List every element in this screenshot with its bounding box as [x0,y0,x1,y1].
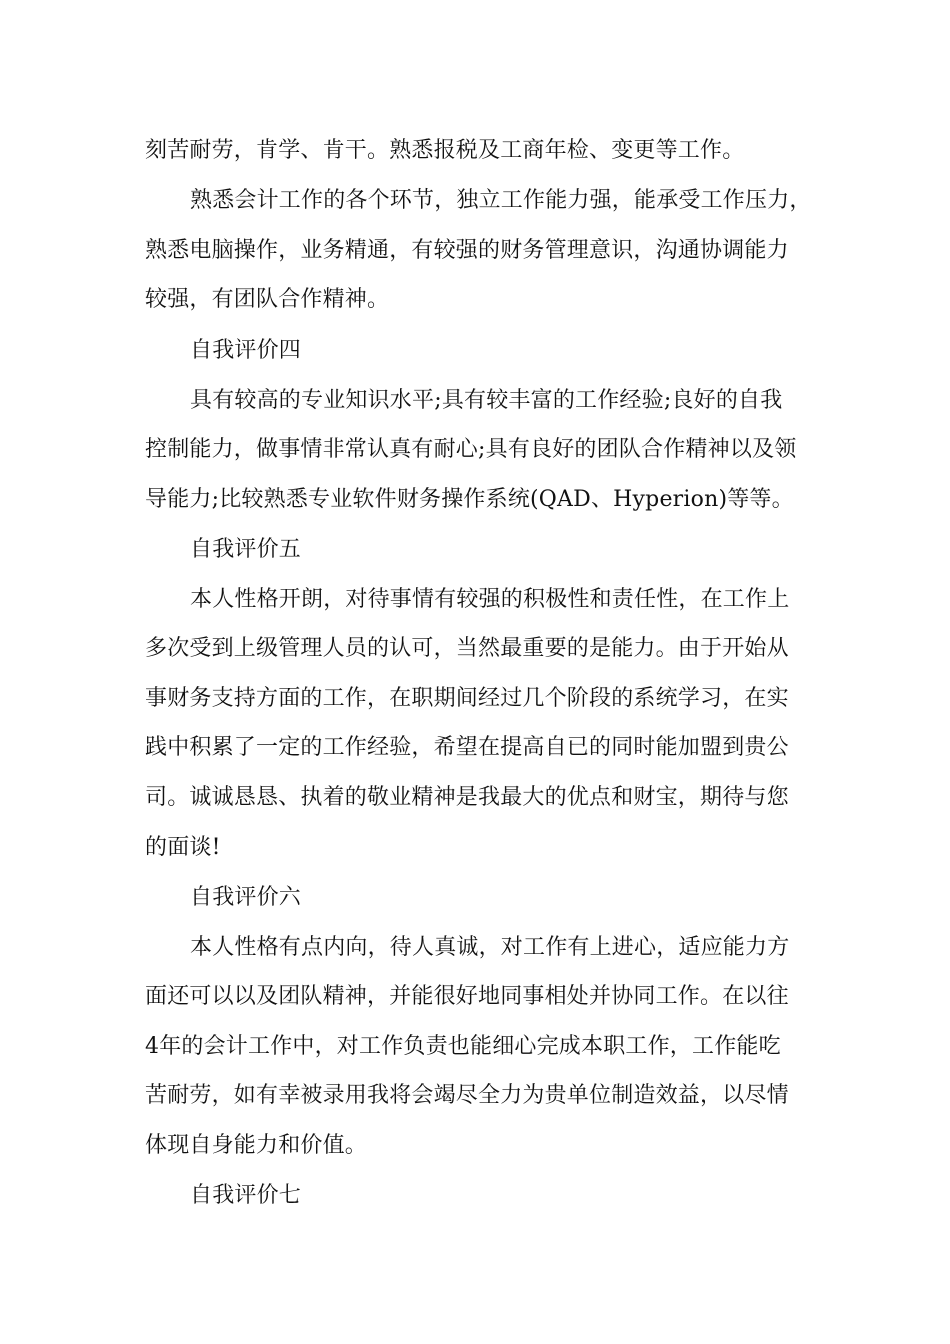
text-line-5: 具有较高的专业知识水平;具有较丰富的工作经验;良好的自我 [190,388,783,413]
text-line-2: 熟悉会计工作的各个环节，独立工作能力强，能承受工作压力， [190,188,812,213]
text-line-14: 本人性格有点内向，待人真诚，对工作有上进心，适应能力方 [190,935,790,960]
section-heading-6: 自我评价六 [190,885,302,910]
text-line-4: 较强，有团队合作精神。 [145,287,390,312]
section-heading-7: 自我评价七 [190,1183,302,1208]
text-line-1: 刻苦耐劳，肯学、肯干。熟悉报税及工商年检、变更等工作。 [145,138,745,163]
text-line-10: 事财务支持方面的工作，在职期间经过几个阶段的系统学习，在实 [145,686,789,711]
text-line-3: 熟悉电脑操作，业务精通，有较强的财务管理意识，沟通协调能力 [145,238,789,263]
text-line-9: 多次受到上级管理人员的认可，当然最重要的是能力。由于开始从 [145,636,789,661]
text-line-17: 苦耐劳，如有幸被录用我将会竭尽全力为贵单位制造效益，以尽情 [145,1083,789,1108]
section-heading-5: 自我评价五 [190,537,302,562]
text-line-15: 面还可以以及团队精神，并能很好地同事相处并协同工作。在以往 [145,984,789,1009]
text-line-7: 导能力;比较熟悉专业软件财务操作系统(QAD、Hyperion)等等。 [145,487,794,512]
text-line-8: 本人性格开朗，对待事情有较强的积极性和责任性，在工作上 [190,587,790,612]
text-line-11: 践中积累了一定的工作经验，希望在提高自已的同时能加盟到贵公 [145,735,789,760]
section-heading-4: 自我评价四 [190,338,302,363]
text-line-6: 控制能力，做事情非常认真有耐心;具有良好的团队合作精神以及领 [145,437,797,462]
text-line-13: 的面谈! [145,835,221,860]
text-line-16: 4年的会计工作中，对工作负责也能细心完成本职工作，工作能吃 [145,1034,781,1059]
text-line-12: 司。诚诚恳恳、执着的敬业精神是我最大的优点和财宝，期待与您 [145,785,789,810]
text-line-18: 体现自身能力和价值。 [145,1133,368,1158]
